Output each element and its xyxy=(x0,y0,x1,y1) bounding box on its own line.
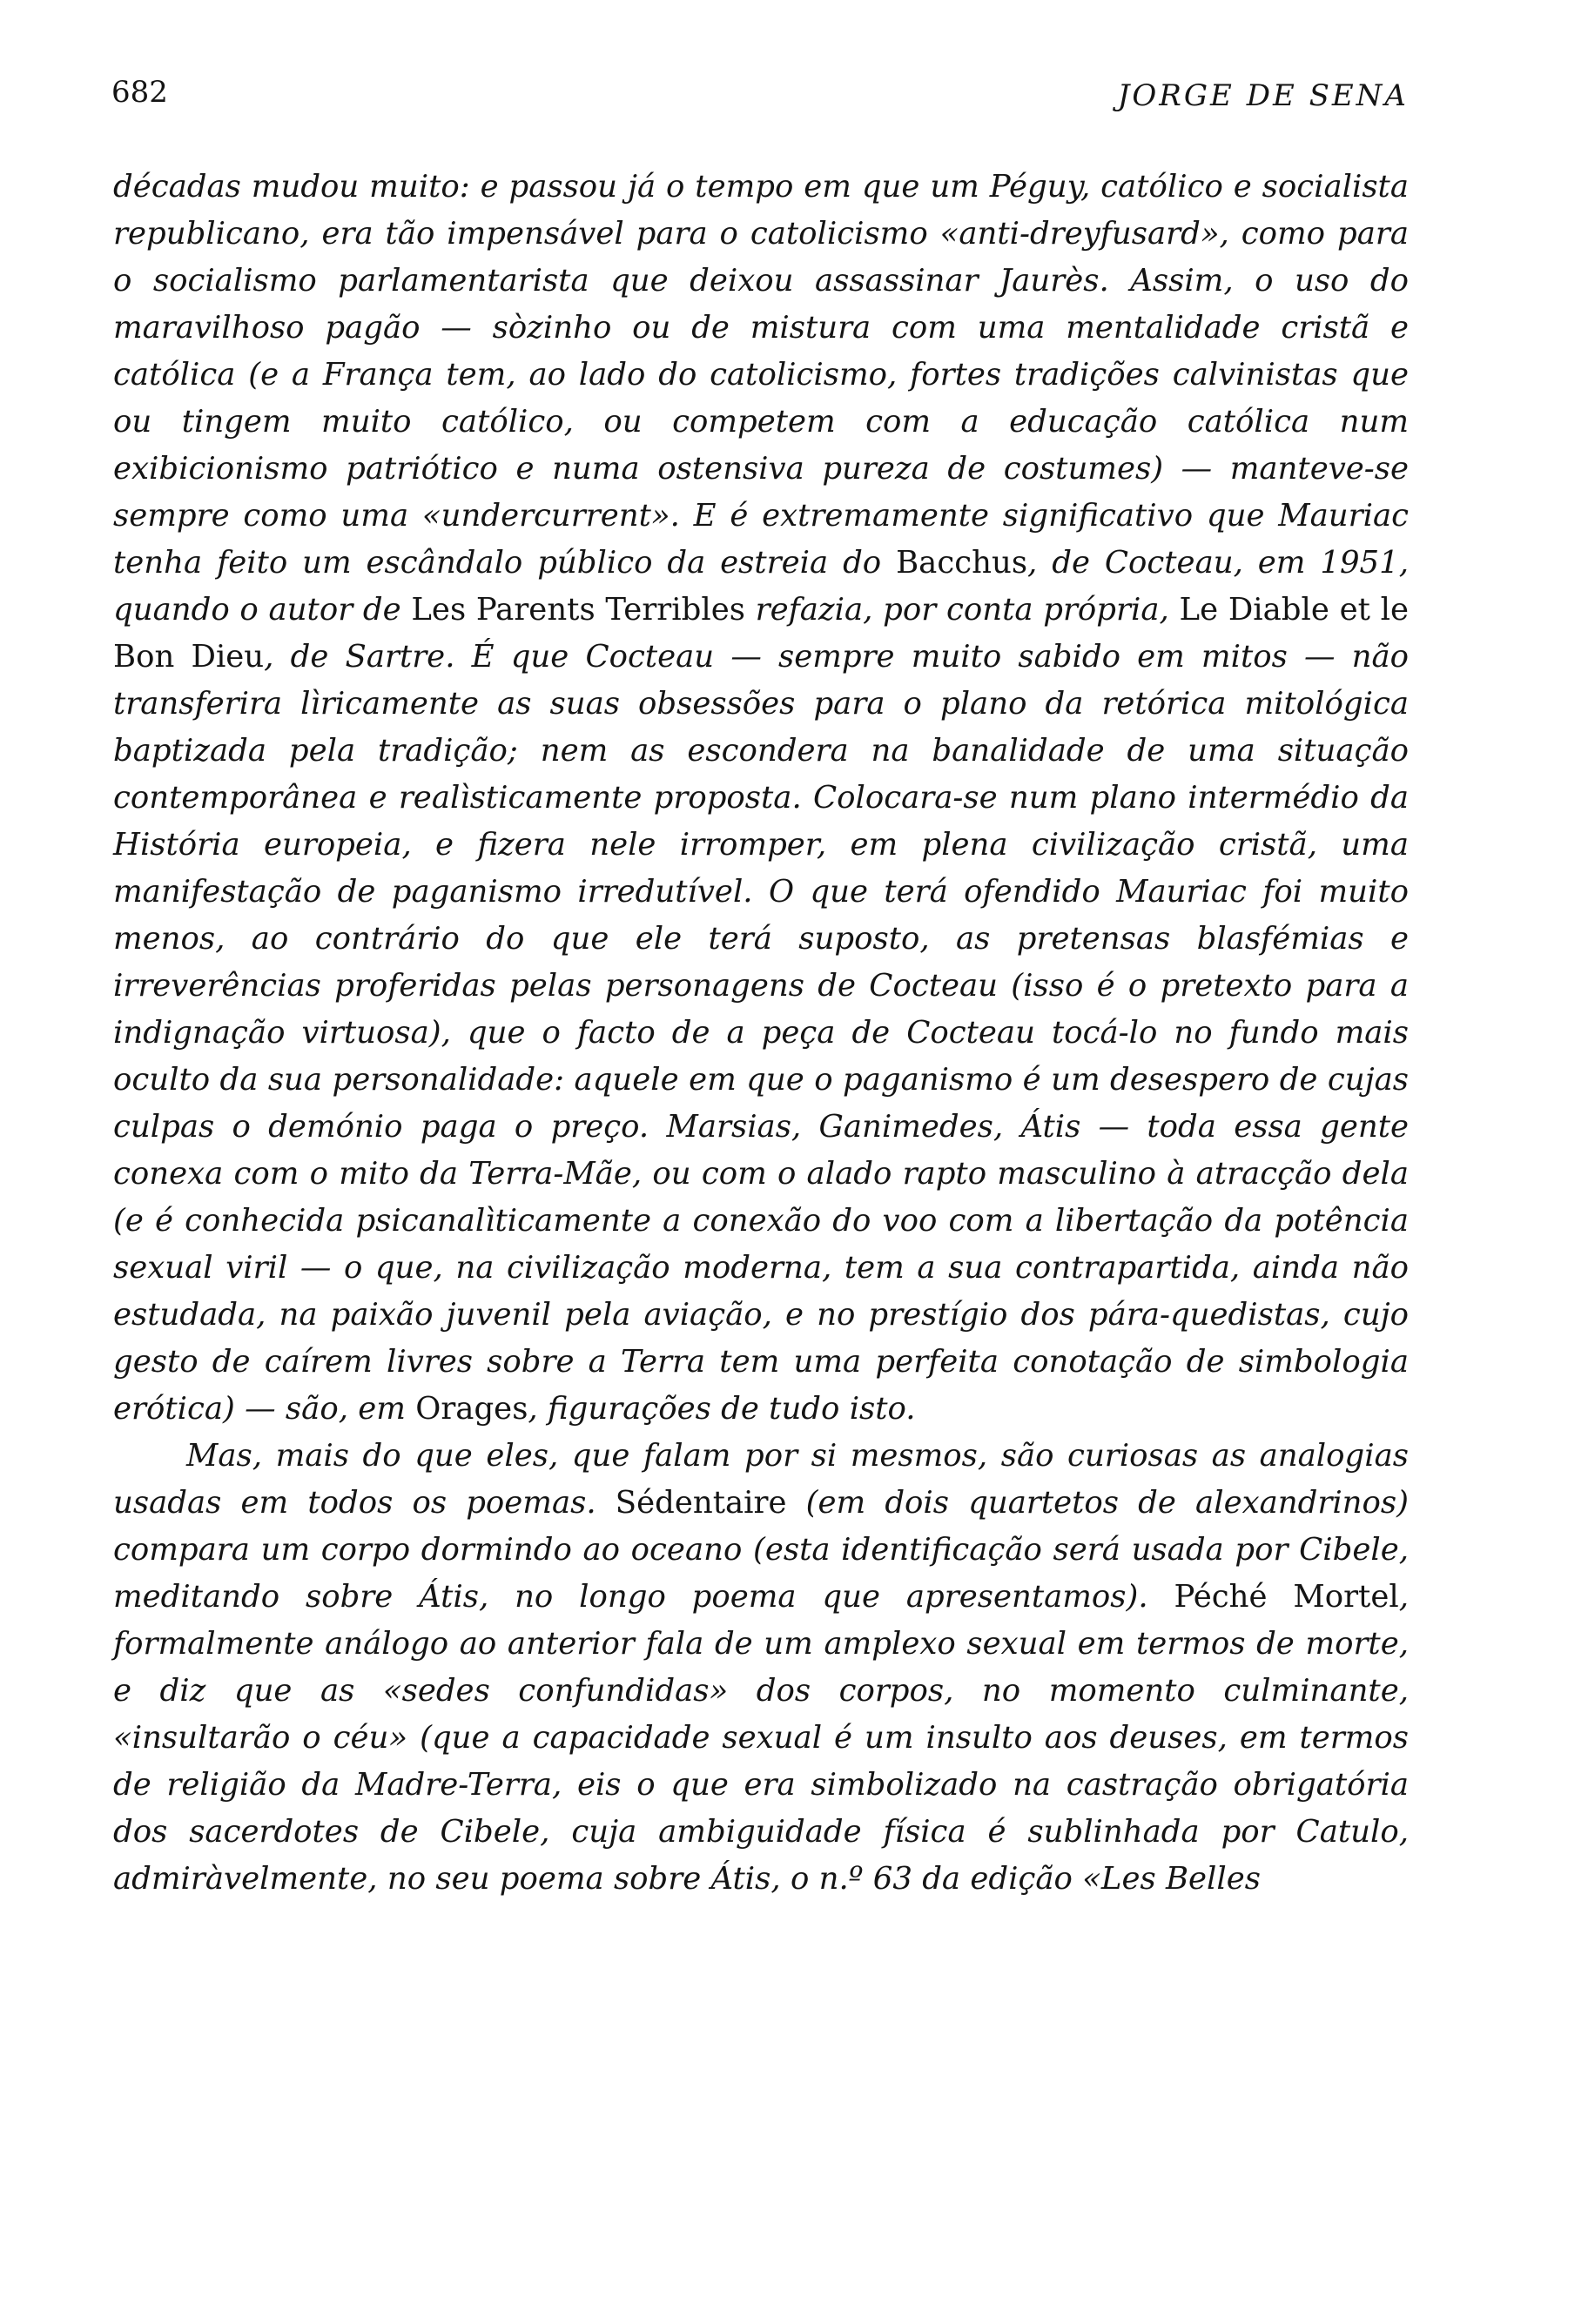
page-number: 682 xyxy=(111,75,168,110)
text-segment: , formalmente análogo ao anterior fala de um amplexo sexual em termos de morte, e diz que as «sedes confundidas» dos corpos, no momento culminante, «insultarão o céu» (que a capacidade sexual é um insulto aos deuses, em termos de religião da Madre-Terra, eis o que era simbolizado na castração obrigatória dos sacerdotes de Cibele, cuja ambiguidade física é sublinhada por Catulo, admiràvelmente, no seu poema sobre Átis, o n.º 63 da edição «Les Belles xyxy=(113,1579,1409,1897)
page-header xyxy=(0,0,1588,122)
paragraph xyxy=(113,1433,1409,1903)
text-segment: décadas mudou muito: e passou já o tempo em que um Péguy, católico e socialista republicano, era tão impensável para o catolicismo «anti-dreyfusard», como para o socialismo parlamentarista que deixou assassinar Jaurès. Assim, o uso do maravilhoso pagão — sòzinho ou de mistura com uma mentalidade cristã e católica (e a França tem, ao lado do catolicismo, fortes tradições calvinistas que ou tingem muito católico, ou competem com a educação católica num exibicionismo patriótico e numa ostensiva pureza de costumes) — manteve-se sempre como uma «undercurrent». E é extremamente significativo que Mauriac tenha feito um escândalo público da estreia do xyxy=(113,169,1409,581)
text-segment: , de Cocteau, em 1951, quando o autor de xyxy=(113,545,1409,628)
running-head: JORGE DE SENA xyxy=(1117,78,1409,113)
text-segment: , de Sartre. É que Cocteau — sempre muito sabido em mitos — não transferira lìricamente as suas obsessões para o plano da retórica mitológica baptizada pela tradição; nem as escondera na banalidade de uma situação contemporânea e realìsticamente proposta. Colocara-se num plano intermédio da História europeia, e fizera nele irromper, em plena civilização cristã, uma manifestação de paganismo irredutível. O que terá ofendido Mauriac foi muito menos, ao contrário do que ele terá suposto, as pretensas blasfémias e irreverências proferidas pelas personagens de Cocteau (isso é o pretexto para a indignação virtuosa), que o facto de a peça de Cocteau tocá-lo no fundo mais oculto da sua personalidade: aquele em que o paganismo é um desespero de cujas culpas o demónio paga o preço. Marsias, Ganimedes, Átis — toda essa gente conexa com o mito da Terra-Mãe, ou com o alado rapto masculino à atracção dela (e é conhecida psicanalìticamente a conexão do voo com a libertação da potência sexual viril — o que, na civilização moderna, tem a sua contrapartida, ainda não estudada, na paixão juvenil pela aviação, e no prestígio dos pára-quedistas, cujo gesto de caírem livres sobre a Terra tem uma perfeita conotação de simbologia erótica) — são, em xyxy=(113,639,1410,1427)
text-segment: refazia, por conta própria, xyxy=(744,592,1180,628)
text-segment: (em dois quartetos de alexandrinos) compara um corpo dormindo ao oceano (esta identificação será usada por Cibele, meditando sobre Átis, no longo poema que apresentamos). xyxy=(113,1485,1409,1615)
title-reference: Les Parents Terribles xyxy=(411,592,745,628)
text-segment: , figurações de tudo isto. xyxy=(528,1391,916,1427)
title-reference: Bacchus xyxy=(896,545,1028,581)
title-reference: Sédentaire xyxy=(615,1485,787,1521)
title-reference: Péché Mortel xyxy=(1174,1579,1399,1615)
title-reference: Le Diable et le Bon Dieu xyxy=(113,592,1409,675)
paragraph xyxy=(113,164,1409,1433)
title-reference: Orages xyxy=(415,1391,528,1427)
body-text xyxy=(113,164,1409,1903)
text-segment: Mas, mais do que eles, que falam por si mesmos, são curiosas as analogias usadas em todos os poemas. xyxy=(113,1438,1409,1521)
